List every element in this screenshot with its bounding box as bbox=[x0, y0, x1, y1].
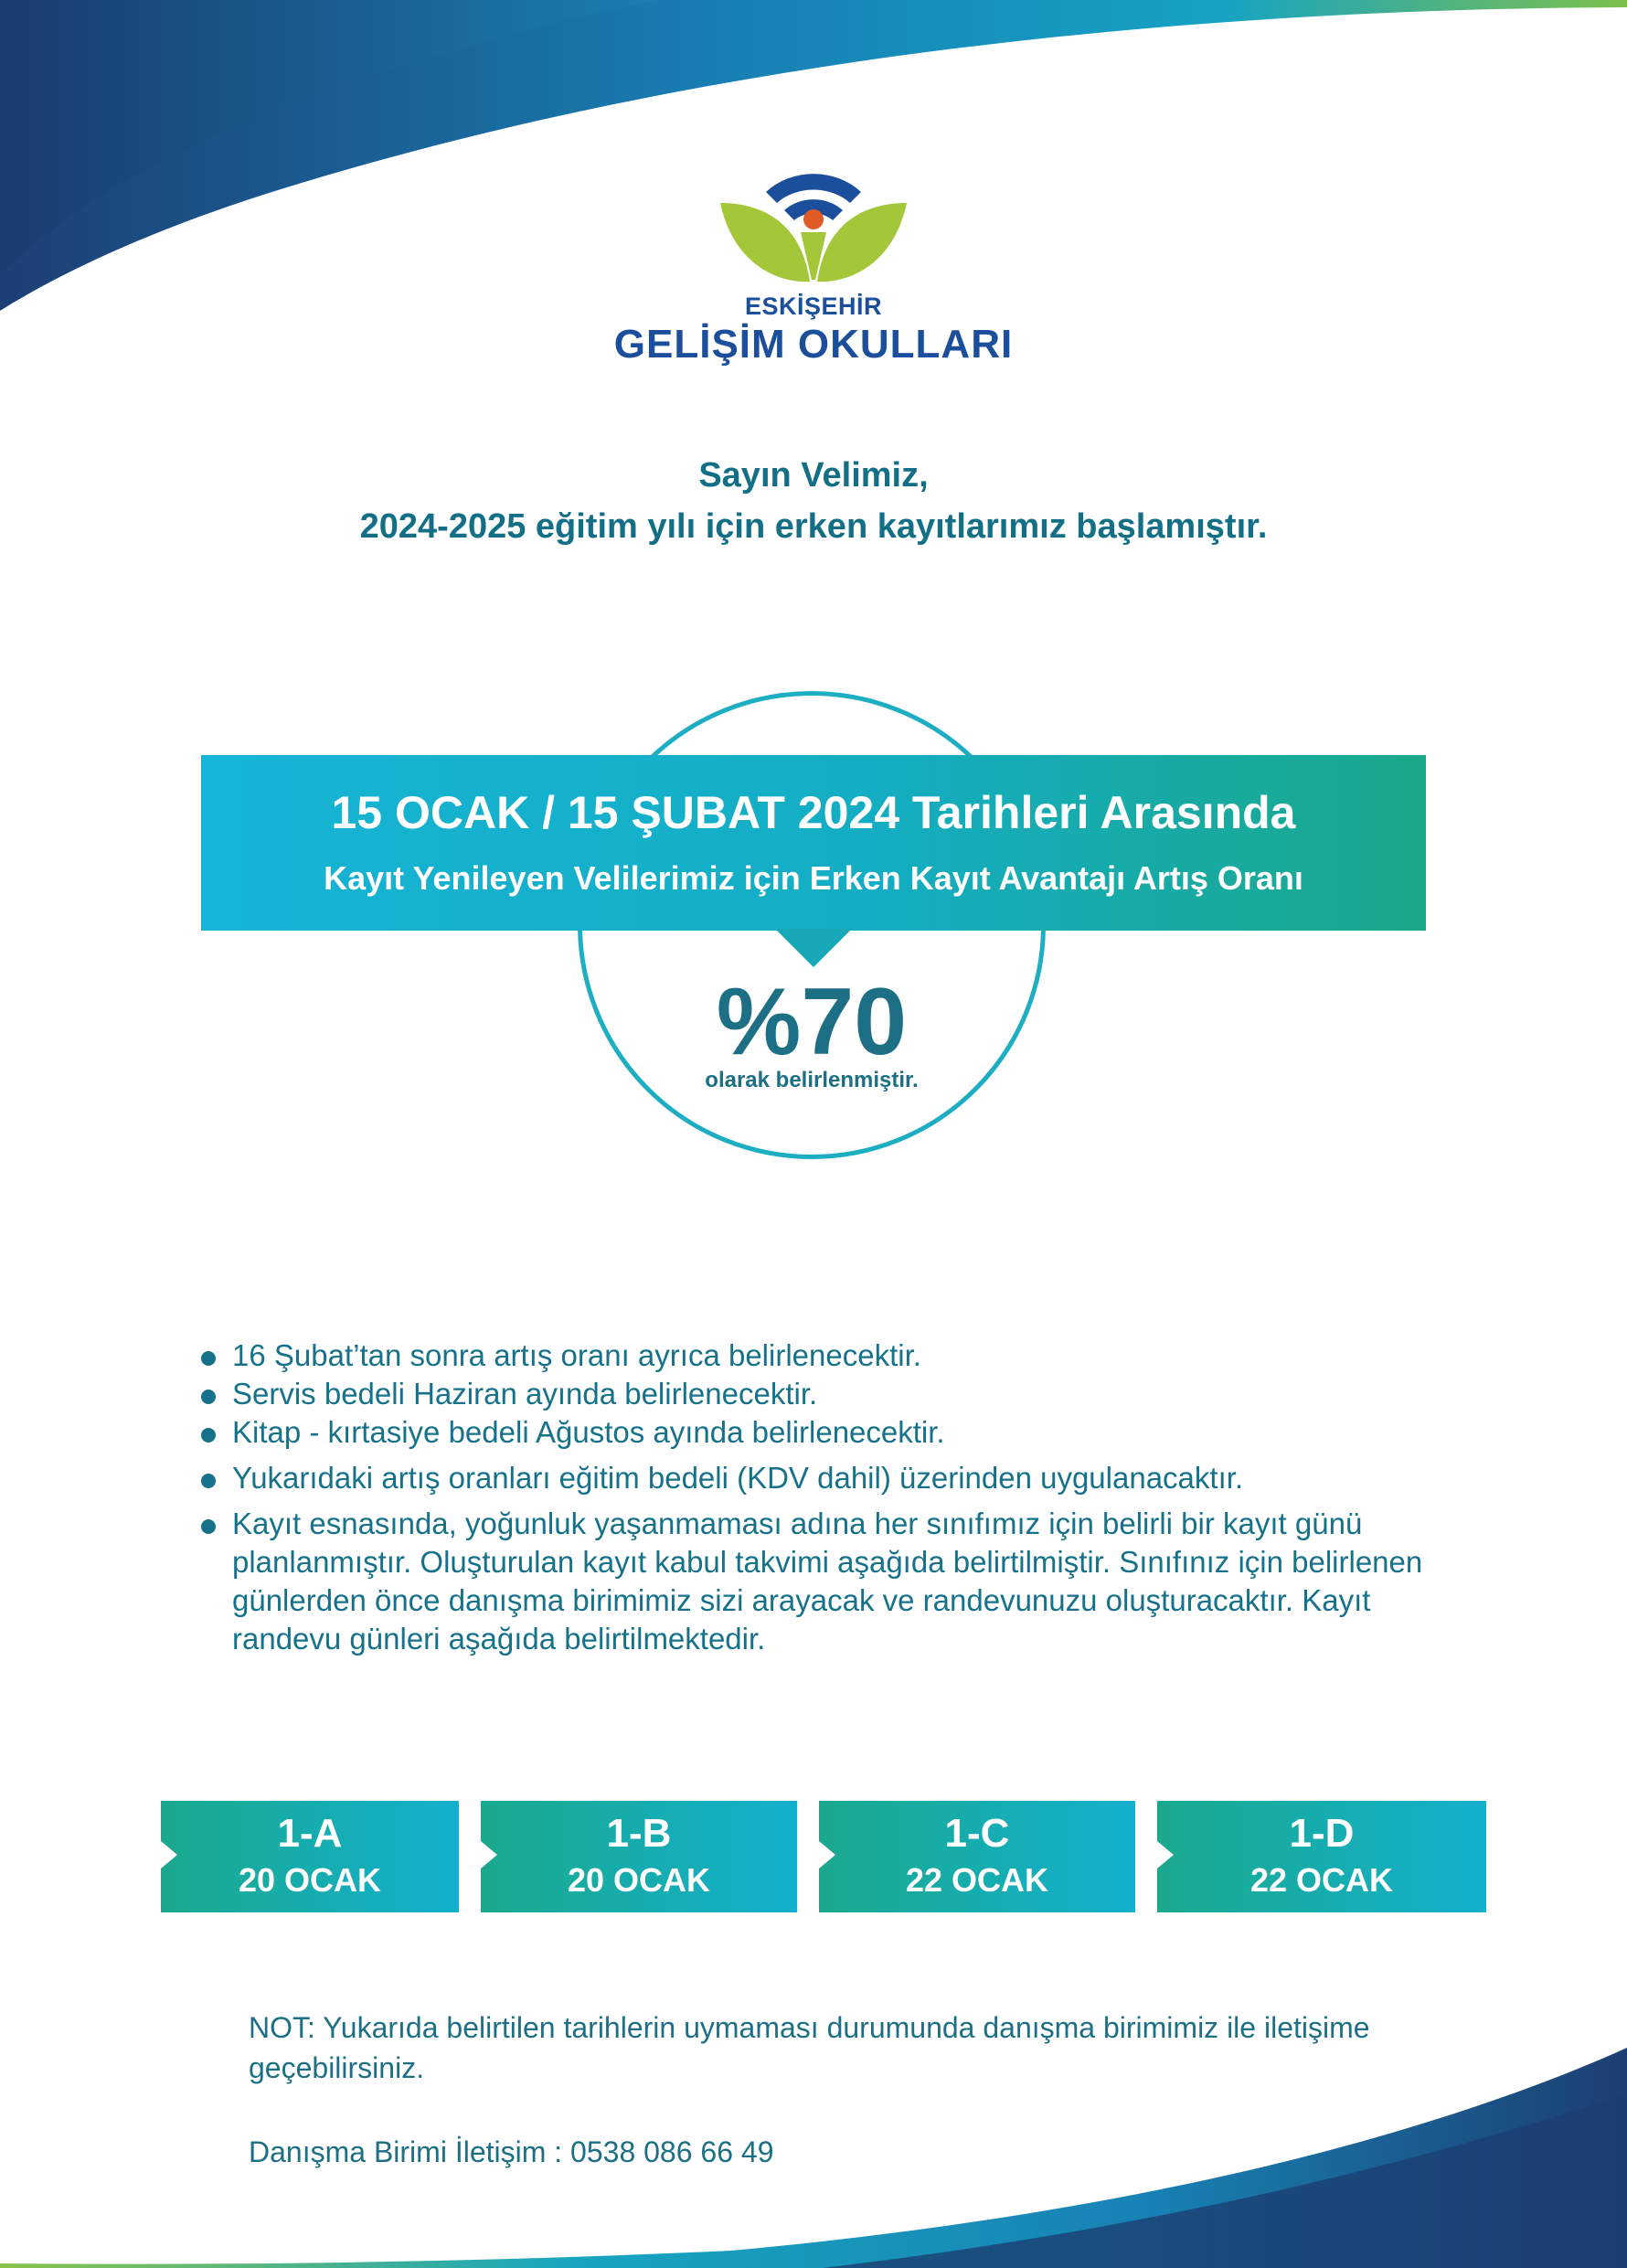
schedule-card-1d bbox=[1157, 1801, 1486, 1912]
list-item bbox=[201, 1336, 1462, 1375]
schedule-class: 1-A bbox=[277, 1811, 343, 1856]
contact-info: Danışma Birimi İletişim : 0538 086 66 49 bbox=[249, 2135, 774, 2168]
list-item-text: Kitap - kırtasiye bedeli Ağustos ayında belirlenecektir. bbox=[232, 1415, 945, 1449]
announcement-banner bbox=[201, 755, 1426, 931]
bullet-icon bbox=[201, 1474, 216, 1488]
info-list bbox=[201, 1336, 1462, 1658]
banner-title: 15 OCAK / 15 ŞUBAT 2024 Tarihleri Arasında bbox=[331, 787, 1296, 838]
bullet-icon bbox=[201, 1428, 216, 1443]
banner-subtitle: Kayıt Yenileyen Velilerimiz için Erken Kayıt Avantajı Artış Oranı bbox=[324, 859, 1303, 897]
schedule-class: 1-D bbox=[1289, 1811, 1355, 1856]
schedule-card-1b bbox=[481, 1801, 797, 1912]
rate-caption: olarak belirlenmiştir. bbox=[705, 1068, 919, 1092]
schedule-card-1c bbox=[819, 1801, 1135, 1912]
list-item-text: 16 Şubat’tan sonra artış oranı ayrıca belirlenecektir. bbox=[232, 1338, 921, 1372]
schedule-card-1a bbox=[161, 1801, 459, 1912]
schedule-class: 1-B bbox=[606, 1811, 672, 1856]
schedule-class: 1-C bbox=[944, 1811, 1010, 1856]
bullet-icon bbox=[201, 1390, 216, 1404]
footer-note: NOT: Yukarıda belirtilen tarihlerin uymaması durumunda danışma birimimiz ile iletişime geçebilirsiniz. bbox=[249, 2011, 1370, 2084]
list-item bbox=[201, 1413, 1462, 1452]
intro-text bbox=[0, 450, 1627, 552]
list-item bbox=[201, 1459, 1462, 1497]
wifi-leaf-logo-icon bbox=[713, 155, 914, 302]
intro-message: 2024-2025 eğitim yılı için erken kayıtlarımız başlamıştır. bbox=[359, 507, 1268, 546]
brand-name: GELİŞİM OKULLARI bbox=[613, 322, 1014, 367]
list-item bbox=[201, 1375, 1462, 1413]
list-item-text: Servis bedeli Haziran ayında belirlenecektir. bbox=[232, 1377, 818, 1411]
schedule-date: 22 OCAK bbox=[1249, 1861, 1394, 1899]
list-item bbox=[201, 1505, 1462, 1658]
brand-city: ESKİŞEHİR bbox=[744, 293, 883, 320]
list-item-text: Yukarıdaki artış oranları eğitim bedeli (KDV dahil) üzerinden uygulanacaktır. bbox=[232, 1461, 1244, 1495]
list-item-text: Kayıt esnasında, yoğunluk yaşanmaması adına her sınıfımız için belirli bir kayıt günü planlanmıştır. Oluşturulan kayıt kabul takvimi aşağıda belirtilmiştir. Sınıfınız için belirlenen günlerden önce danışma birimimiz sizi arayacak ve randevunuzu oluşturacaktır. Kayıt randevu günleri aşağıda belirtilmektedir. bbox=[232, 1507, 1423, 1656]
intro-greeting: Sayın Velimiz, bbox=[698, 456, 929, 495]
bullet-icon bbox=[201, 1351, 216, 1366]
bullet-icon bbox=[201, 1519, 216, 1534]
schedule-date: 20 OCAK bbox=[238, 1861, 382, 1899]
schedule-date: 20 OCAK bbox=[567, 1861, 711, 1899]
schedule-date: 22 OCAK bbox=[905, 1861, 1049, 1899]
banner-pointer bbox=[775, 929, 852, 967]
rate-value: %70 bbox=[716, 969, 908, 1075]
